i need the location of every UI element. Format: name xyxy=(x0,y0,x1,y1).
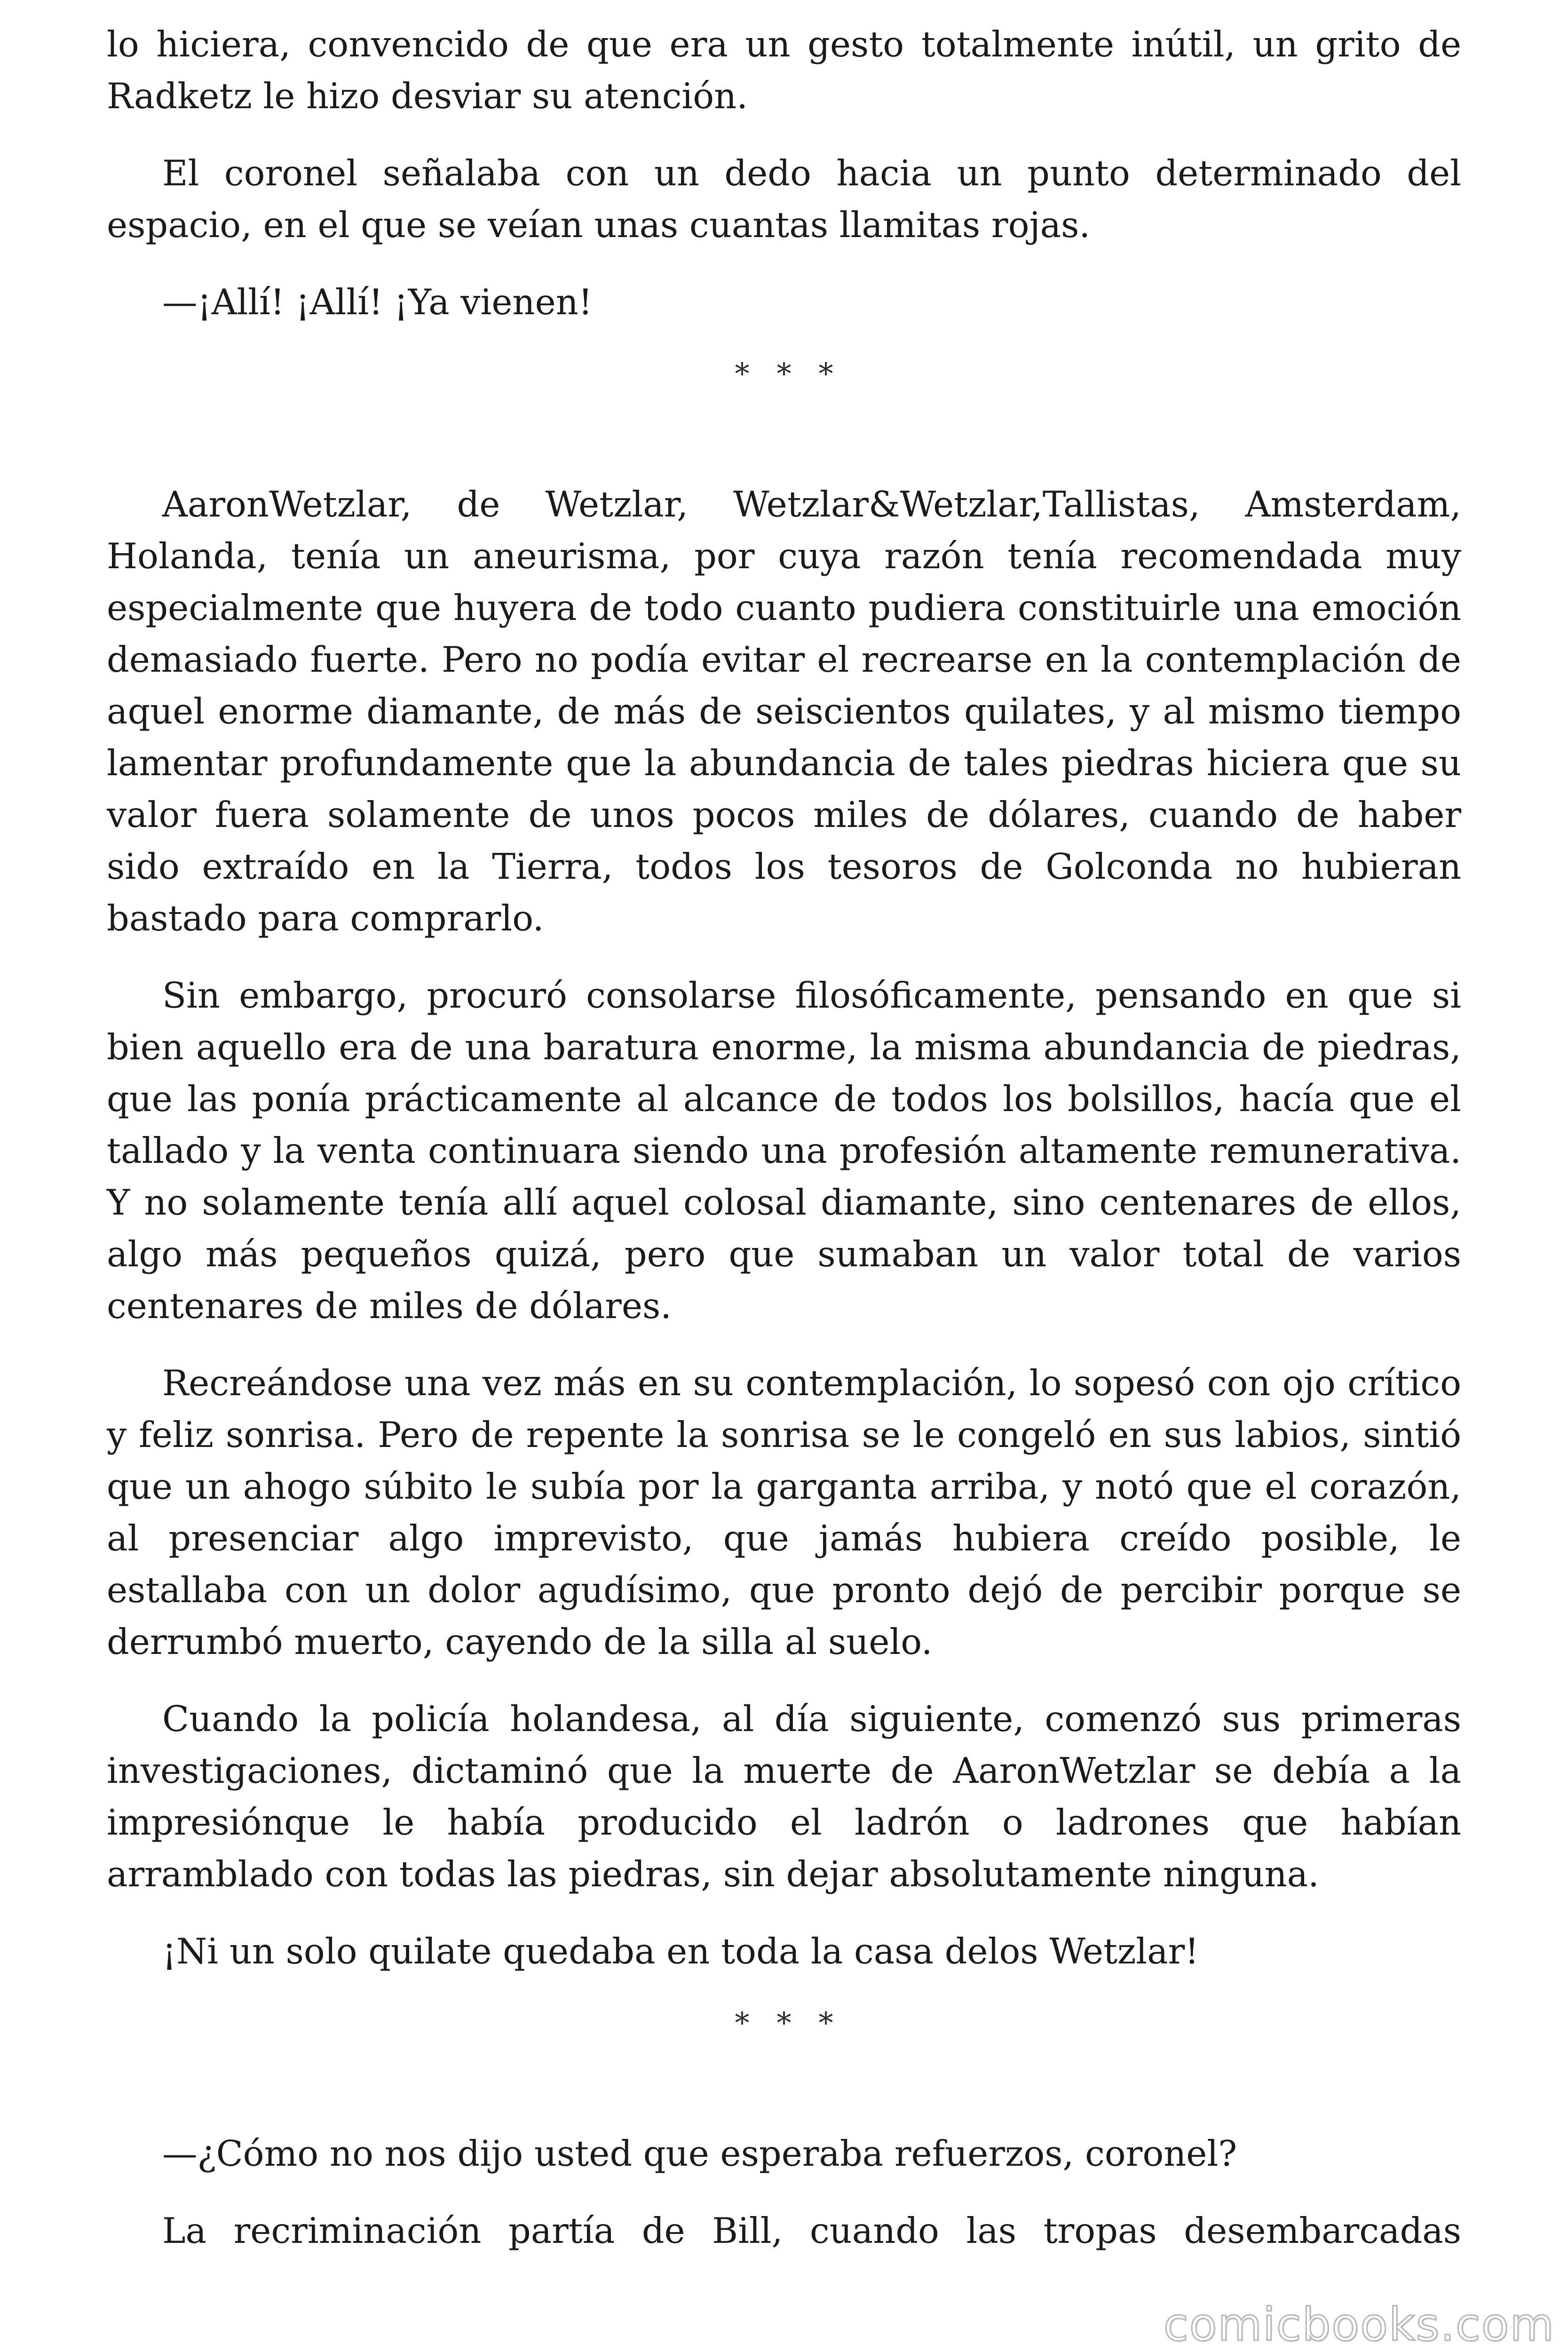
paragraph: lo hiciera, convencido de que era un gesto totalmente inútil, un grito de Radketz le hizo desviar su atención. xyxy=(107,24,1461,117)
section-separator: *** xyxy=(735,357,861,391)
paragraph: El coronel señalaba con un dedo hacia un punto determinado del espacio, en el que se veían unas cuantas llamitas rojas. xyxy=(107,153,1461,246)
paragraph: Recreándose una vez más en su contemplación, lo sopesó con ojo crítico y feliz sonrisa. Pero de repente la sonrisa se le congeló en sus labios, sintió que un ahogo súbito le subía por la garganta arriba, y notó que el corazón, al presenciar algo imprevisto, que jamás hubiera creído posible, le estallaba con un dolor agudísimo, que pronto dejó de percibir porque se derrumbó muerto, cayendo de la silla al suelo. xyxy=(107,1363,1461,1662)
section-separator: *** xyxy=(735,2006,861,2040)
paragraph: —¿Cómo no nos dijo usted que esperaba refuerzos, coronel? xyxy=(162,2133,1237,2174)
watermark: comicbooks.com xyxy=(1163,2298,1555,2351)
paragraph: AaronWetzlar, de Wetzlar, Wetzlar&Wetzlar,Tallistas, Amsterdam, Holanda, tenía un aneurisma, por cuya razón tenía recomendada muy especialmente que huyera de todo cuanto pudiera constituirle una emoción demasiado fuerte. Pero no podía evitar el recrearse en la contemplación de aquel enorme diamante, de más de seiscientos quilates, y al mismo tiempo lamentar profundamente que la abundancia de tales piedras hiciera que su valor fuera solamente de unos pocos miles de dólares, cuando de haber sido extraído en la Tierra, todos los tesoros de Golconda no hubieran bastado para comprarlo. xyxy=(107,484,1461,939)
paragraph: ¡Ni un solo quilate quedaba en toda la casa delos Wetzlar! xyxy=(162,1931,1199,1972)
paragraph: La recriminación partía de Bill, cuando las tropas desembarcadas xyxy=(162,2210,1461,2251)
paragraph: —¡Allí! ¡Allí! ¡Ya vienen! xyxy=(162,282,593,323)
book-page xyxy=(107,19,1461,2257)
paragraph: Sin embargo, procuró consolarse filosóficamente, pensando en que si bien aquello era de una baratura enorme, la misma abundancia de piedras, que las ponía prácticamente al alcance de todos los bolsillos, hacía que el tallado y la venta continuara siendo una profesión altamente remunerativa. Y no solamente tenía allí aquel colosal diamante, sino centenares de ellos, algo más pequeños quizá, pero que sumaban un valor total de varios centenares de miles de dólares. xyxy=(107,975,1461,1327)
paragraph: Cuando la policía holandesa, al día siguiente, comenzó sus primeras investigaciones, dictaminó que la muerte de AaronWetzlar se debía a la impresiónque le había producido el ladrón o ladrones que habían arramblado con todas las piedras, sin dejar absolutamente ninguna. xyxy=(107,1699,1461,1895)
